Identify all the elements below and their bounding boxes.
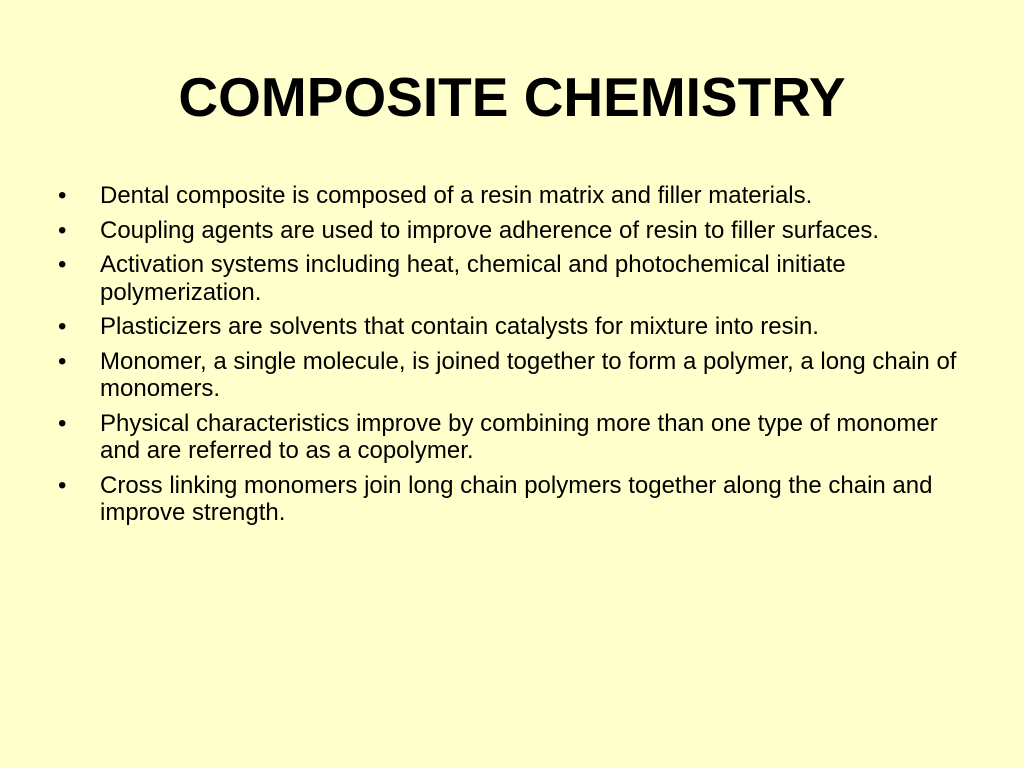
bullet-item (58, 472, 968, 527)
bullet-icon: • (58, 251, 67, 278)
bullet-icon: • (58, 182, 67, 209)
bullet-item (58, 251, 968, 306)
bullet-text: Plasticizers are solvents that contain catalysts for mixture into resin. (100, 313, 819, 340)
bullet-text: Physical characteristics improve by combining more than one type of monomer and are referred to as a copolymer. (100, 409, 938, 464)
bullet-item (58, 182, 968, 210)
bullet-text: Dental composite is composed of a resin matrix and filler materials. (100, 182, 813, 209)
bullet-item (58, 217, 968, 245)
bullet-icon: • (58, 409, 67, 437)
bullet-list (58, 182, 968, 534)
slide-title: COMPOSITE CHEMISTRY (178, 66, 846, 128)
bullet-icon: • (58, 347, 67, 375)
bullet-text: Monomer, a single molecule, is joined together to form a polymer, a long chain of monomers. (100, 347, 957, 402)
bullet-text: Coupling agents are used to improve adherence of resin to filler surfaces. (100, 216, 880, 244)
bullet-item (58, 313, 968, 341)
bullet-item (58, 348, 968, 403)
bullet-text: Activation systems including heat, chemical and photochemical initiate polymerization. (100, 251, 846, 306)
bullet-icon: • (58, 216, 67, 244)
bullet-text: Cross linking monomers join long chain polymers together along the chain and improve strength. (100, 471, 933, 526)
bullet-item (58, 410, 968, 465)
bullet-icon: • (58, 471, 67, 499)
bullet-icon: • (58, 313, 67, 340)
